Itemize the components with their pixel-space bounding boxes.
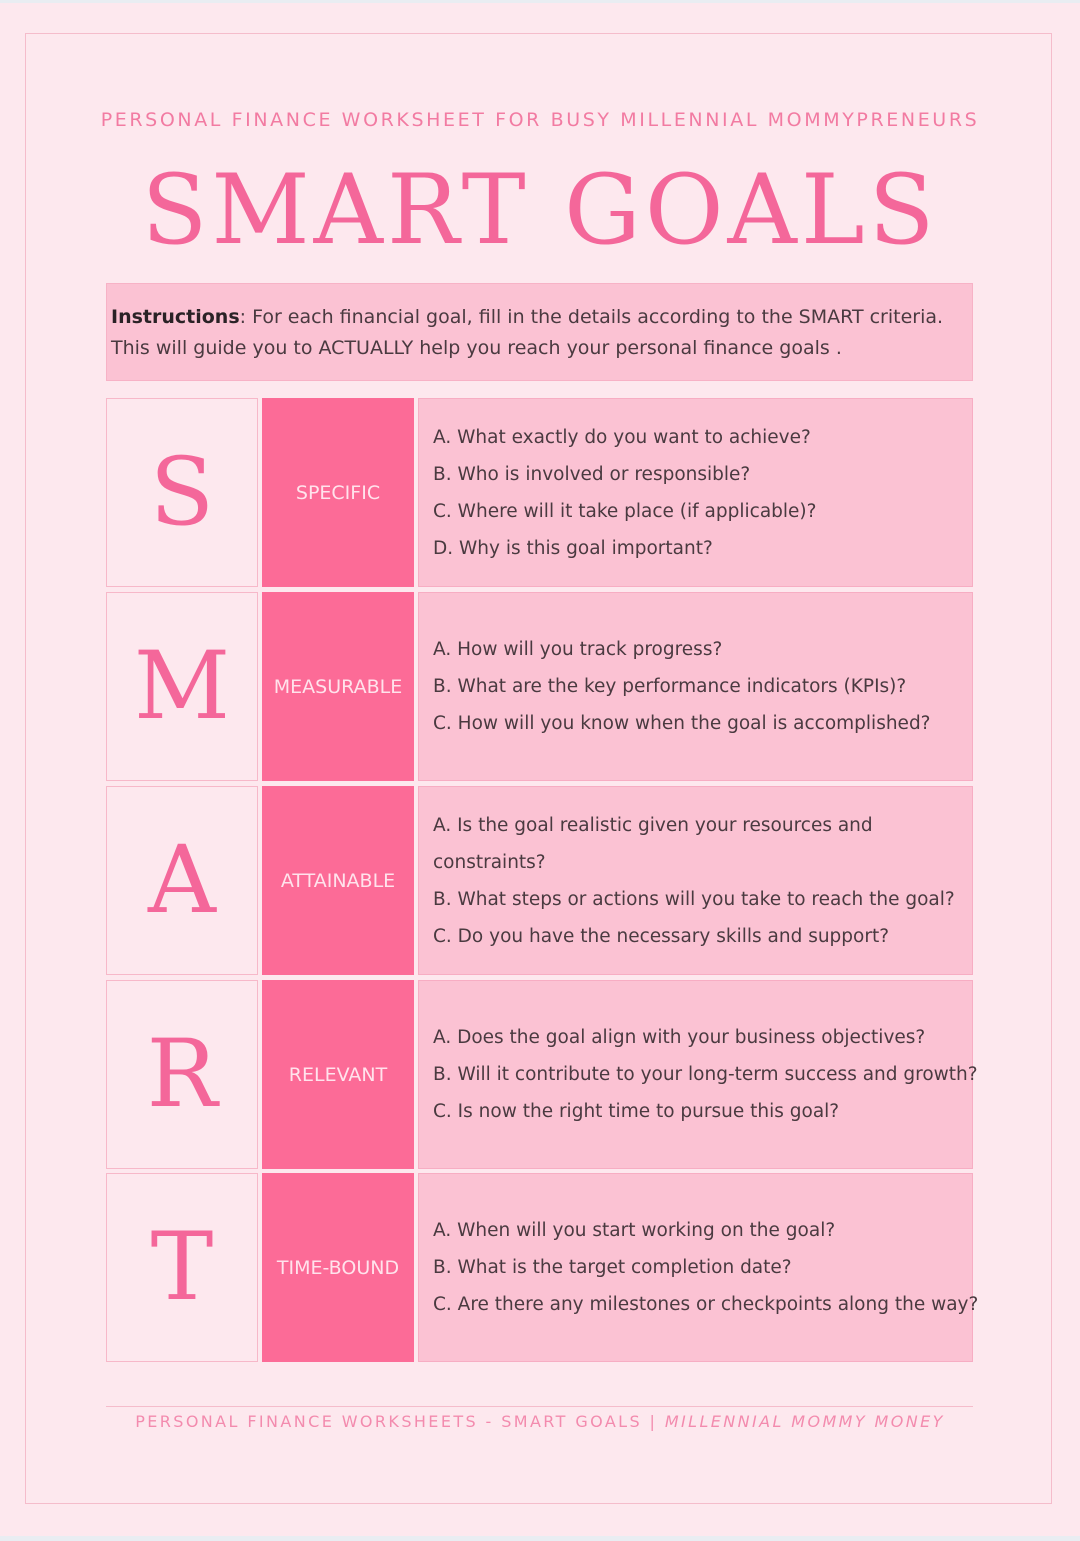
question-item: C. Are there any milestones or checkpoints along the way? [433, 1294, 979, 1315]
footer-text: PERSONAL FINANCE WORKSHEETS - SMART GOALS | [135, 1412, 665, 1431]
smart-row-measurable [106, 592, 973, 781]
row-letter: R [106, 980, 258, 1169]
question-item: B. What are the key performance indicators (KPIs)? [433, 676, 907, 697]
row-questions [418, 1173, 979, 1362]
worksheet-page [0, 3, 1080, 1536]
instructions-text-2: This will guide you to ACTUALLY help you reach your personal finance goals . [111, 337, 842, 359]
row-questions [418, 980, 978, 1169]
row-questions [418, 786, 973, 975]
smart-row-specific [106, 398, 973, 587]
row-label: TIME-BOUND [262, 1173, 414, 1362]
question-item: A. What exactly do you want to achieve? [433, 426, 811, 448]
instructions-box [106, 283, 973, 381]
question-item: C. Is now the right time to pursue this goal? [433, 1101, 840, 1122]
question-item: C. Where will it take place (if applicable)? [433, 500, 817, 522]
row-label: SPECIFIC [262, 398, 414, 587]
instructions-line-1 [111, 302, 972, 333]
question-item: B. Will it contribute to your long-term success and growth? [433, 1064, 978, 1085]
row-letter: A [106, 786, 258, 975]
smart-row-attainable [106, 786, 973, 975]
question-item: A. Is the goal realistic given your resources and [433, 814, 873, 836]
row-label: RELEVANT [262, 980, 414, 1169]
question-item: A. Does the goal align with your business objectives? [433, 1027, 926, 1048]
question-item: B. What is the target completion date? [433, 1257, 792, 1278]
smart-row-time-bound [106, 1173, 979, 1362]
row-questions [418, 398, 973, 587]
row-questions [418, 592, 973, 781]
instructions-label: Instructions [111, 306, 240, 328]
question-item: C. How will you know when the goal is accomplished? [433, 713, 931, 734]
page-footer [0, 1412, 1080, 1431]
question-item: B. Who is involved or responsible? [433, 463, 751, 485]
question-item: D. Why is this goal important? [433, 537, 713, 559]
footer-brand: MILLENNIAL MOMMY MONEY [664, 1412, 945, 1431]
question-item: B. What steps or actions will you take to reach the goal? [433, 888, 955, 910]
row-letter: S [106, 398, 258, 587]
question-item: C. Do you have the necessary skills and support? [433, 925, 890, 947]
smart-row-relevant [106, 980, 978, 1169]
row-label: MEASURABLE [262, 592, 414, 781]
page-title: SMART GOALS [141, 154, 939, 266]
instructions-text-1: : For each financial goal, fill in the details according to the SMART criteria. [239, 306, 944, 328]
question-item: A. When will you start working on the goal? [433, 1220, 836, 1241]
page-subtitle: PERSONAL FINANCE WORKSHEET FOR BUSY MILLENNIAL MOMMYPRENEURS [100, 109, 980, 131]
row-letter: M [106, 592, 258, 781]
row-letter: T [106, 1173, 258, 1362]
question-item: A. How will you track progress? [433, 639, 723, 660]
question-item: constraints? [433, 851, 546, 873]
footer-divider [106, 1406, 973, 1407]
row-label: ATTAINABLE [262, 786, 414, 975]
